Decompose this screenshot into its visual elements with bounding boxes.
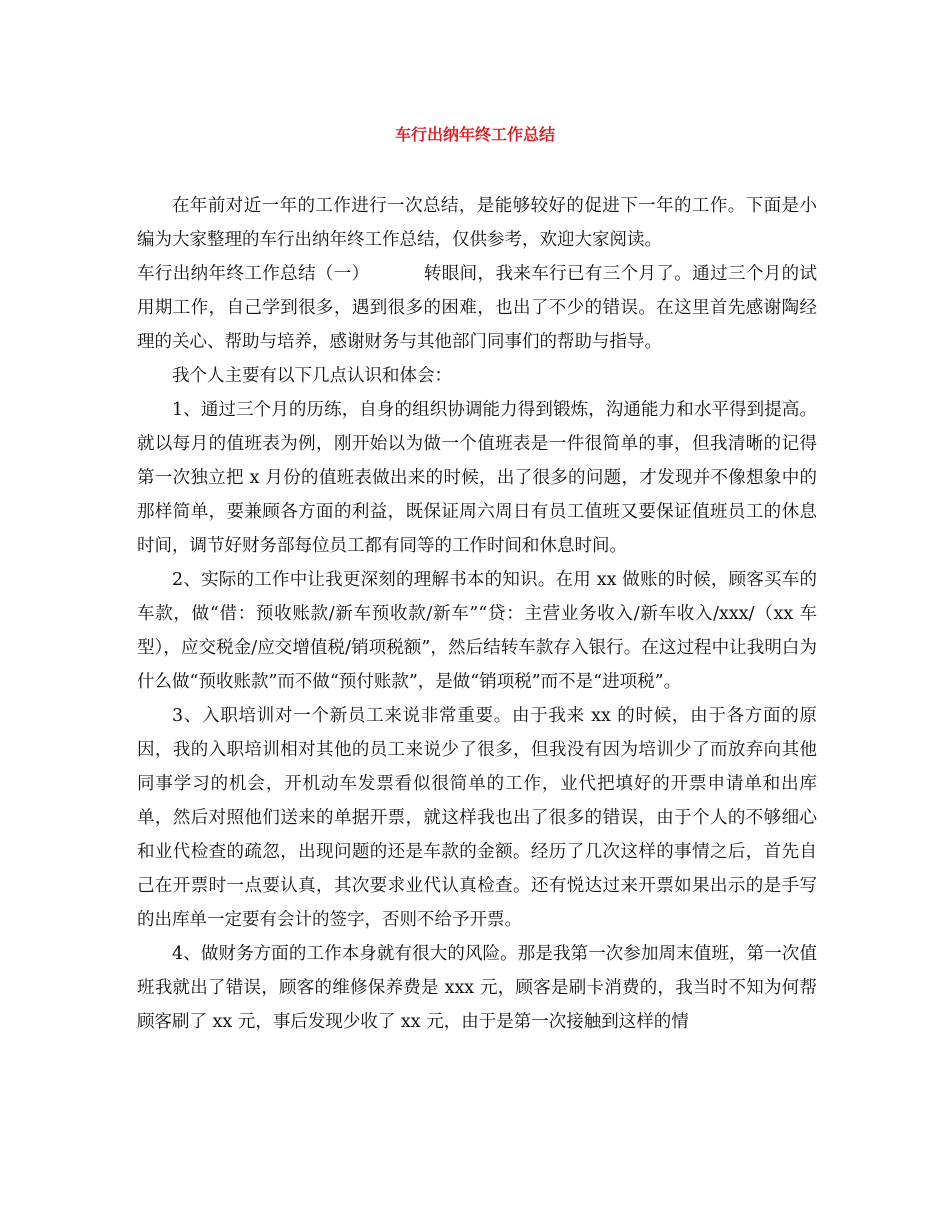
document-title: 车行出纳年终工作总结 — [394, 125, 555, 144]
intro-paragraph: 在年前对近一年的工作进行一次总结，是能够较好的促进下一年的工作。下面是小编为大家整理的车行出纳年终工作总结，仅供参考，欢迎大家阅读。 — [137, 196, 817, 250]
body-paragraph-4: 4、做财务方面的工作本身就有很大的风险。那是我第一次参加周末值班，第一次值班我就出了错误，顾客的维修保养费是 xxx 元，顾客是刷卡消费的，我当时不知为何帮顾客刷了 xx 元，事后发现少收了 xx 元，由于是第一次接触到这样的情 — [137, 944, 817, 1032]
body-paragraph-1: 1、通过三个月的历练，自身的组织协调能力得到锻炼，沟通能力和水平得到提高。就以每月的值班表为例，刚开始以为做一个值班表是一件很简单的事，但我清晰的记得第一次独立把 x 月份的值班表做出来的时候，出了很多的问题，才发现并不像想象中的那样简单，要兼顾各方面的利益，既保证周六周日有员工值班又要保证值班员工的休息时间，调节好财务部每位员工都有同等的工作时间和休息时间。 — [137, 400, 817, 556]
document-body — [137, 189, 817, 1039]
section-paragraph — [137, 257, 817, 359]
body-paragraph-2: 2、实际的工作中让我更深刻的理解书本的知识。在用 xx 做账的时候，顾客买车的车款，做“借：预收账款/新车预收款/新车”“贷：主营业务收入/新车收入/xxx/（xx 车型），应交税金/应交增值税/销项税额”，然后结转车款存入银行。在这过程中让我明白为什么做“预收账款”而不做“预付账款”，是做“销项税”而不是“进项税”。 — [137, 570, 817, 692]
section-heading: 车行出纳年终工作总结（一） — [137, 264, 370, 284]
section-lead: 转眼间，我来车行已有三个月了。通过三个月的试用期工作，自己学到很多，遇到很多的困难，也出了不少的错误。在这里首先感谢陶经理的关心、帮助与培养，感谢财务与其他部门同事们的帮助与指导。 — [137, 264, 817, 352]
body-paragraph-3: 3、入职培训对一个新员工来说非常重要。由于我来 xx 的时候，由于各方面的原因，我的入职培训相对其他的员工来说少了很多，但我没有因为培训少了而放弃向其他同事学习的机会，开机动车发票看似很简单的工作，业代把填好的开票申请单和出库单，然后对照他们送来的单据开票，就这样我也出了很多的错误，由于个人的不够细心和业代检查的疏忽，出现问题的还是车款的金额。经历了几次这样的事情之后，首先自己在开票时一点要认真，其次要求业代认真检查。还有悦达过来开票如果出示的是手写的出库单一定要有会计的签字，否则不给予开票。 — [137, 706, 817, 930]
body-paragraph-intro-points: 我个人主要有以下几点认识和体会： — [172, 366, 452, 386]
